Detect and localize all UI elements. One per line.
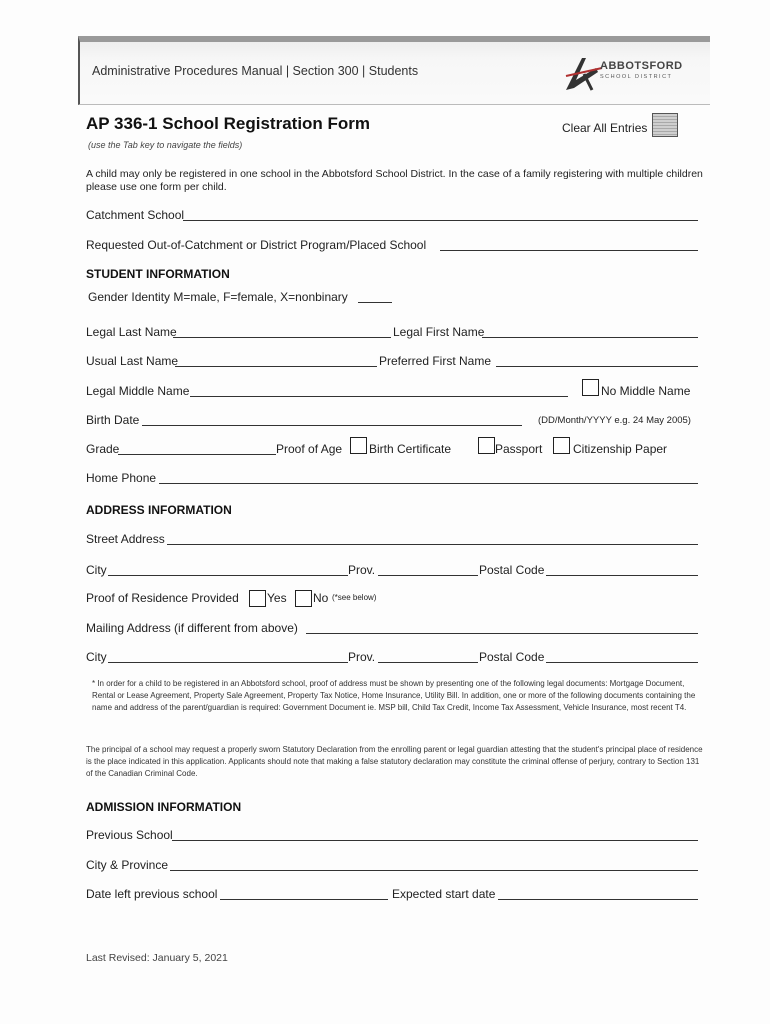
expected-start-label: Expected start date [392, 887, 496, 901]
statutory-declaration-note: The principal of a school may request a properly sworn Statutory Declaration from the enrolling parent or legal guardian attesting that the student's principal place of residence is the place indicated in this application. Applicants should note that making a false statutory declaration may constitute the criminal offense of perjury, contrary to Section 131 of the Canadian Criminal Code. [86, 745, 703, 778]
grade-input[interactable] [118, 454, 276, 455]
mailing-address-input[interactable] [306, 633, 698, 634]
proof-of-address-note: * In order for a child to be registered in an Abbotsford school, proof of address must be shown by presenting one of the following legal documents: Mortgage Document, Rental or Lease Agreement, Property Sale Agreement, Property Tax Notice, Home Insurance, Utility Bill. In addition, one or more of the following documents containing the name and address of the parent/guardian is required: Government Document ie. MSP bill, Child Tax Credit, Income Tax Assessment, Vehicle Insurance, most recent T4. [92, 679, 696, 712]
residence-yes-checkbox[interactable] [249, 590, 266, 607]
proof-of-age-label: Proof of Age [276, 442, 343, 456]
gender-label: Gender Identity M=male, F=female, X=nonbinary [88, 290, 348, 304]
prov-label: Prov. [348, 563, 376, 577]
usual-last-name-label: Usual Last Name [86, 354, 179, 368]
postal-code-input[interactable] [546, 575, 698, 576]
mailing-city-input[interactable] [108, 662, 348, 663]
address-section-heading: ADDRESS INFORMATION [86, 503, 232, 517]
residence-no-label: No [313, 591, 329, 605]
student-section-heading: STUDENT INFORMATION [86, 267, 230, 281]
legal-first-name-input[interactable] [482, 337, 698, 338]
birth-date-hint: (DD/Month/YYYY e.g. 24 May 2005) [538, 415, 691, 426]
home-phone-input[interactable] [159, 483, 698, 484]
no-middle-name-label: No Middle Name [601, 384, 691, 398]
city-province-label: City & Province [86, 858, 169, 872]
date-left-input[interactable] [220, 899, 388, 900]
street-address-input[interactable] [167, 544, 698, 545]
legal-last-name-input[interactable] [173, 337, 391, 338]
logo-name: ABBOTSFORD [600, 60, 683, 72]
mailing-city-label: City [86, 650, 107, 664]
see-below-note: (*see below) [332, 593, 377, 602]
requested-school-input[interactable] [440, 250, 698, 251]
preferred-first-name-input[interactable] [496, 366, 698, 367]
legal-middle-name-label: Legal Middle Name [86, 384, 190, 398]
form-subtitle: (use the Tab key to navigate the fields) [88, 140, 243, 150]
legal-first-name-label: Legal First Name [393, 325, 485, 339]
mailing-prov-label: Prov. [348, 650, 376, 664]
birth-certificate-checkbox[interactable] [350, 437, 367, 454]
mailing-postal-label: Postal Code [479, 650, 545, 664]
home-phone-label: Home Phone [86, 471, 157, 485]
previous-school-input[interactable] [172, 840, 698, 841]
last-revised: Last Revised: January 5, 2021 [86, 952, 228, 964]
street-address-label: Street Address [86, 532, 165, 546]
mailing-postal-input[interactable] [546, 662, 698, 663]
passport-label: Passport [495, 442, 543, 456]
catchment-input[interactable] [183, 220, 698, 221]
mailing-address-label: Mailing Address (if different from above) [86, 621, 298, 635]
admission-section-heading: ADMISSION INFORMATION [86, 800, 242, 814]
prov-input[interactable] [378, 575, 478, 576]
catchment-label: Catchment School [86, 208, 185, 222]
manual-title: Administrative Procedures Manual | Section 300 | Students [92, 64, 419, 78]
proof-residence-label: Proof of Residence Provided [86, 591, 239, 605]
citizenship-label: Citizenship Paper [573, 442, 668, 456]
preferred-first-name-label: Preferred First Name [379, 354, 492, 368]
form-title: AP 336-1 School Registration Form [86, 114, 371, 133]
clear-all-label: Clear All Entries [562, 121, 648, 135]
manual-header [78, 36, 710, 105]
city-province-input[interactable] [170, 870, 698, 871]
clear-all-button[interactable] [652, 113, 678, 137]
legal-last-name-label: Legal Last Name [86, 325, 177, 339]
citizenship-checkbox[interactable] [553, 437, 570, 454]
intro-text: A child may only be registered in one school in the Abbotsford School District. In the case of a family registering with multiple children please use one form per child. [86, 168, 703, 193]
city-input[interactable] [108, 575, 348, 576]
grade-label: Grade [86, 442, 120, 456]
date-left-label: Date left previous school [86, 887, 218, 901]
mailing-prov-input[interactable] [378, 662, 478, 663]
city-label: City [86, 563, 107, 577]
birth-date-label: Birth Date [86, 413, 140, 427]
requested-school-label: Requested Out-of-Catchment or District Program/Placed School [86, 238, 427, 252]
logo-sub: SCHOOL DISTRICT [600, 74, 673, 80]
residence-no-checkbox[interactable] [295, 590, 312, 607]
passport-checkbox[interactable] [478, 437, 495, 454]
previous-school-label: Previous School [86, 828, 173, 842]
logo-mark-icon [562, 54, 604, 92]
legal-middle-name-input[interactable] [190, 396, 568, 397]
expected-start-input[interactable] [498, 899, 698, 900]
gender-input[interactable] [358, 302, 392, 303]
school-district-logo [562, 54, 692, 92]
birth-certificate-label: Birth Certificate [369, 442, 452, 456]
residence-yes-label: Yes [267, 591, 287, 605]
no-middle-name-checkbox[interactable] [582, 379, 599, 396]
usual-last-name-input[interactable] [175, 366, 377, 367]
postal-code-label: Postal Code [479, 563, 545, 577]
birth-date-input[interactable] [142, 425, 522, 426]
